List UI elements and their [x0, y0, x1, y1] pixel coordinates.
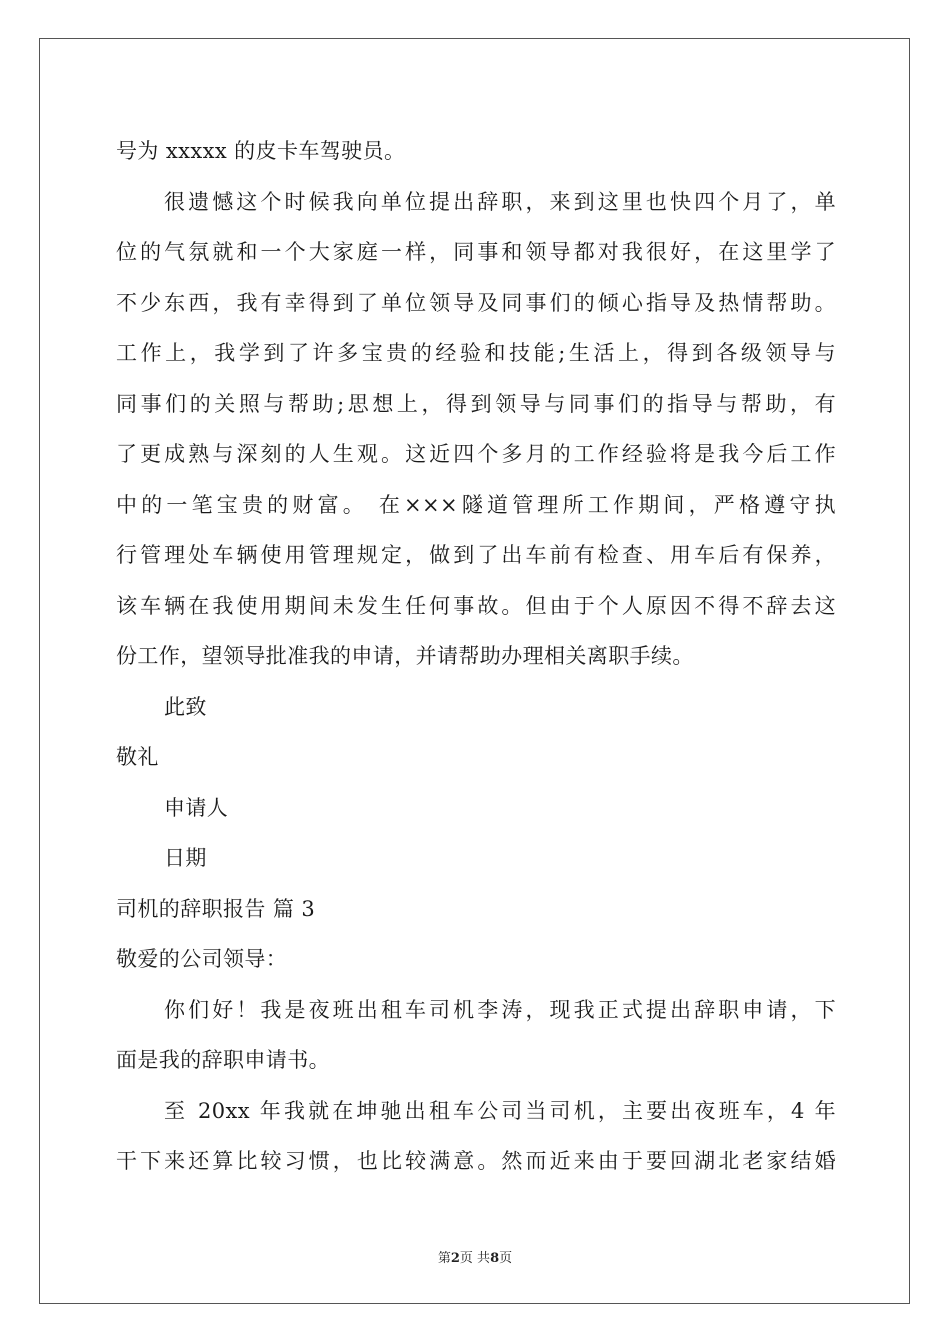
- text-line: 该车辆在我使用期间未发生任何事故。但由于个人原因不得不辞去这: [116, 593, 836, 618]
- text-line: 不少东西，我有幸得到了单位领导及同事们的倾心指导及热情帮助。: [116, 290, 836, 315]
- footer-suffix: 页: [499, 1251, 513, 1266]
- text-line: 份工作，望领导批准我的申请，并请帮助办理相关离职手续。: [116, 644, 694, 668]
- text-line: 很遗憾这个时候我向单位提出辞职，来到这里也快四个月了，单: [164, 189, 836, 214]
- text-line: 敬爱的公司领导：: [116, 947, 288, 971]
- page-footer: [0, 1247, 950, 1266]
- current-page-number: 2: [450, 1251, 460, 1266]
- text-line: 工作上，我学到了许多宝贵的经验和技能;生活上，得到各级领导与: [116, 341, 836, 365]
- footer-mid: 页 共: [459, 1251, 491, 1266]
- text-line: 干下来还算比较习惯，也比较满意。然而近来由于要回湖北老家结婚: [116, 1149, 836, 1173]
- text-line: 至 20xx 年我就在坤驰出租车公司当司机，主要出夜班车，4 年: [164, 1098, 836, 1123]
- text-line: 敬礼: [116, 745, 159, 769]
- text-line: 你们好！我是夜班出租车司机李涛，现我正式提出辞职申请，下: [164, 997, 836, 1022]
- text-line: 此致: [164, 694, 207, 719]
- text-line: 了更成熟与深刻的人生观。这近四个多月的工作经验将是我今后工作: [116, 442, 836, 466]
- document-body: [116, 126, 836, 1187]
- footer-prefix: 第: [437, 1251, 451, 1266]
- text-line: 同事们的关照与帮助;思想上，得到领导与同事们的指导与帮助，有: [116, 391, 836, 416]
- text-line: 司机的辞职报告 篇 3: [116, 896, 316, 921]
- text-line: 行管理处车辆使用管理规定，做到了出车前有检查、用车后有保养，: [116, 543, 836, 567]
- total-page-number: 8: [490, 1251, 500, 1266]
- text-line: 号为 xxxxx 的皮卡车驾驶员。: [116, 139, 406, 163]
- text-line: 面是我的辞职申请书。: [116, 1048, 330, 1072]
- text-line: 位的气氛就和一个大家庭一样，同事和领导都对我很好，在这里学了: [116, 240, 836, 264]
- text-line: 中的一笔宝贵的财富。 在×××隧道管理所工作期间，严格遵守执: [116, 492, 836, 517]
- text-line: 日期: [164, 846, 207, 870]
- text-line: 申请人: [164, 795, 229, 820]
